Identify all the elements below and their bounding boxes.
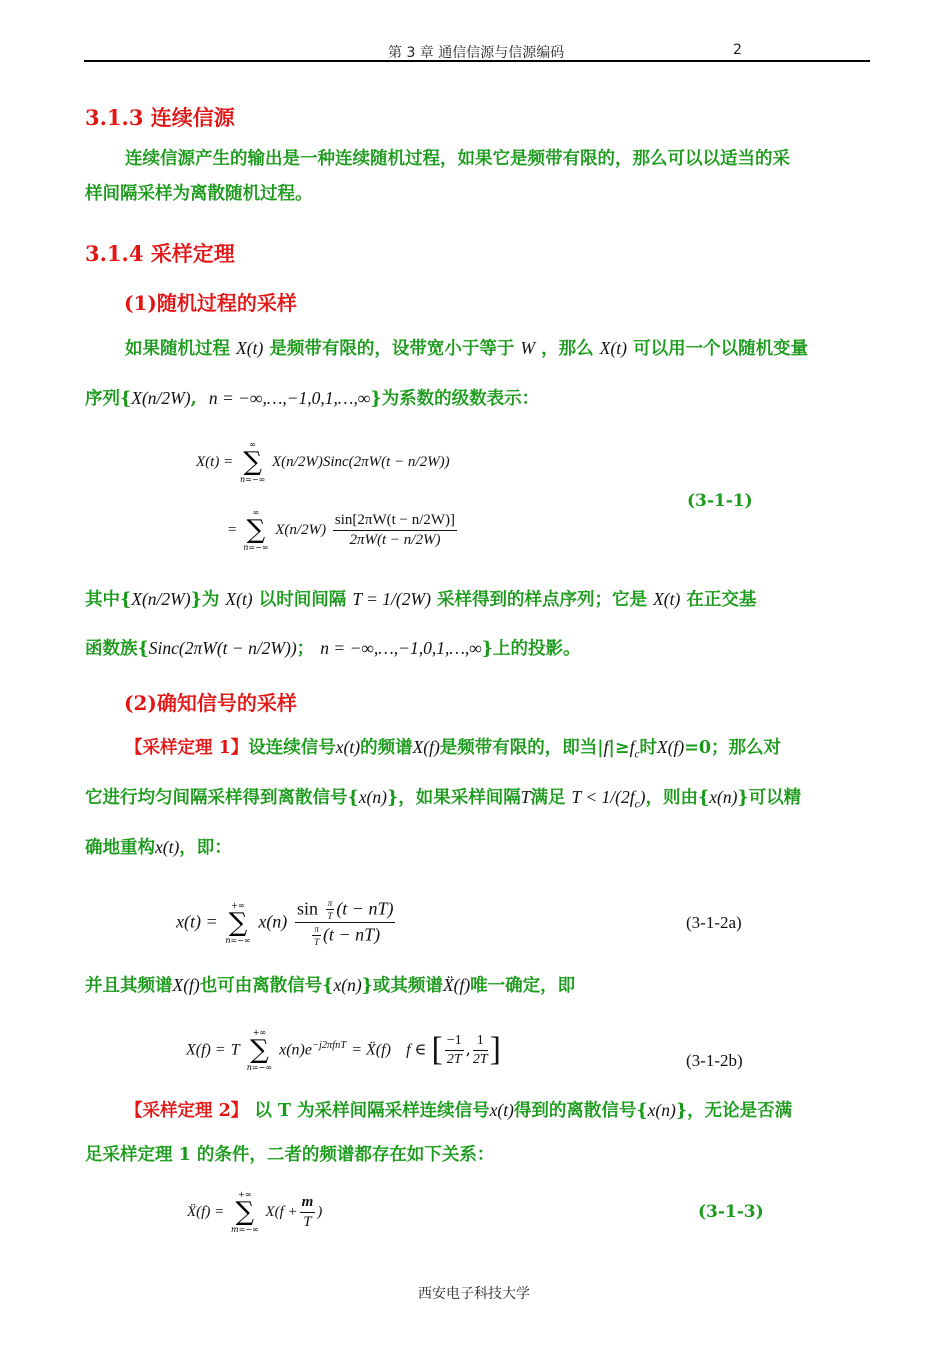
- sum-lower: n=−∞: [225, 935, 251, 945]
- subsection-heading-deterministic-sampling: (2)确知信号的采样: [124, 691, 297, 715]
- equation-number-3-1-3: (3-1-3): [698, 1202, 764, 1222]
- frac-numerator: −1: [445, 1033, 464, 1051]
- section-heading-3-1-4: 3.1.4 采样定理: [85, 241, 235, 266]
- theorem1-label: 【采样定理 1】: [125, 738, 249, 758]
- text-segment: }为: [190, 590, 220, 610]
- footer-institution: 西安电子科技大学: [418, 1286, 530, 1302]
- section-heading-3-1-3: 3.1.3 连续信源: [85, 105, 235, 130]
- theorem1-line3: [85, 837, 232, 858]
- summation-symbol: +∞ ∑ n=−∞: [246, 1028, 272, 1072]
- running-header-chapter: 第 3 章 通信信源与信源编码: [388, 45, 565, 61]
- paragraph-sample-sequence-line1: [85, 589, 756, 610]
- math-Xddot: Ẍ(f): [442, 975, 471, 995]
- pi-over-T: [326, 898, 335, 921]
- text-segment: ，即：: [179, 838, 232, 858]
- summation-symbol: ∞ ∑ n=−∞: [243, 508, 269, 552]
- equation-3-1-2a: [176, 898, 397, 947]
- text-segment: 以时间间隔: [258, 590, 347, 610]
- eq-rhs: = Ẍ(f): [351, 1041, 391, 1059]
- theorem2-label: 【采样定理 2】: [125, 1101, 249, 1121]
- eq-term: x(n): [258, 911, 288, 932]
- text-segment: }或其频谱: [361, 976, 443, 996]
- fraction: [473, 1033, 488, 1068]
- fraction: [445, 1033, 464, 1068]
- text-segment: 可以用一个以随机变量: [633, 339, 809, 359]
- text-segment: }上的投影。: [481, 639, 581, 659]
- text-segment: 得到的离散信号{: [513, 1101, 648, 1121]
- theorem1-line1: [125, 737, 781, 765]
- math-xn: x(n): [647, 1100, 676, 1120]
- text-segment: }可以精: [737, 788, 802, 808]
- text-segment: 也可由离散信号{: [199, 976, 334, 996]
- text-segment: 唯一确定，即: [470, 976, 576, 996]
- theorem2-line1: [125, 1100, 792, 1121]
- frac-denominator: T: [303, 1213, 312, 1230]
- subsection-heading-random-process-sampling: (1)随机过程的采样: [124, 291, 297, 315]
- frac-numerator: m: [300, 1194, 316, 1213]
- summation-symbol: ∞ ∑ n=−∞: [239, 440, 266, 484]
- text-segment: 采样得到的样点序列；它是: [437, 590, 647, 610]
- math-fc-sub: c: [634, 798, 640, 811]
- paragraph-random-process-line1: [125, 338, 808, 359]
- fraction: [295, 898, 395, 947]
- math-Xt: X(t): [653, 589, 681, 609]
- equation-3-1-3: [187, 1190, 322, 1234]
- paragraph-continuous-source-line2: 样间隔采样为离散随机过程。: [85, 184, 313, 204]
- math-Xt: X(t): [236, 338, 264, 358]
- text-segment: }，如果采样间隔: [386, 788, 521, 808]
- text-segment: }为系数的级数表示：: [370, 389, 540, 409]
- paragraph-continuous-source-line1: 连续信源产生的输出是一种连续随机过程，如果它是频带有限的，那么可以以适当的采: [125, 149, 790, 169]
- math-xn: x(n): [709, 787, 738, 807]
- text-segment: 其中{: [85, 590, 132, 610]
- eq-lhs: Ẍ(f) =: [187, 1204, 225, 1220]
- sum-upper: ∞: [249, 440, 256, 449]
- theorem2-line2: 足采样定理 1 的条件，二者的频谱都存在如下关系：: [85, 1145, 495, 1165]
- fraction: [300, 1194, 316, 1231]
- sum-upper: +∞: [231, 900, 245, 910]
- math-T-def: T = 1/(2W): [352, 589, 431, 609]
- math-sinc-basis: Sinc(2πW(t − n/2W)): [148, 638, 297, 658]
- equation-number-3-1-2a: (3-1-2a): [686, 913, 742, 932]
- math-Xt: X(t): [225, 589, 253, 609]
- text-segment: 的频谱: [360, 738, 413, 758]
- text-segment: 确地重构: [85, 838, 155, 858]
- den-tail: (t − nT): [322, 924, 381, 945]
- equation-3-1-1-line1: [196, 440, 450, 484]
- text-segment: 时: [639, 738, 657, 758]
- math-sequence: X(n/2W): [131, 388, 191, 408]
- text-segment: 它进行均匀间隔采样得到离散信号{: [85, 788, 359, 808]
- eq-equals: =: [228, 522, 237, 538]
- text-segment: 并且其频谱: [85, 976, 173, 996]
- sum-lower: m=−∞: [230, 1225, 259, 1234]
- header-rule: [84, 60, 870, 62]
- text-segment: 如果随机过程: [125, 339, 230, 359]
- text-segment: 是频带有限的，即当|: [439, 738, 604, 758]
- math-Xf: X(f): [657, 737, 685, 757]
- sum-lower: n=−∞: [246, 1063, 272, 1072]
- num-tail: (t − nT): [336, 898, 394, 919]
- summation-symbol: +∞ ∑ n=−∞: [225, 900, 251, 945]
- eq-close: ): [317, 1204, 323, 1220]
- equation-number-3-1-2b: (3-1-2b): [686, 1051, 743, 1070]
- eq-body: x(n)e: [279, 1041, 312, 1059]
- paragraph-random-process-line2: 序列{X(n/2W), n = −∞,…,−1,0,1,…,∞}为系数的级数表示：: [85, 388, 540, 409]
- sum-lower: n=−∞: [243, 543, 269, 552]
- pi: π: [327, 898, 333, 908]
- math-Xt: X(t): [599, 338, 627, 358]
- eq-lhs: x(t) =: [176, 911, 218, 932]
- equation-3-1-2b: X(f) = T +∞ ∑ n=−∞ $x(n)e^{-j2\pi fnT}$ = Ẍ(f) f ∈ [ $\frac{-1}{2T}$ , $\frac{1}{2T}$ ]: [186, 1028, 501, 1072]
- sum-upper: +∞: [252, 1028, 267, 1037]
- math-W: W: [520, 338, 536, 358]
- math-sequence: X(n/2W): [131, 589, 191, 609]
- frac-denominator: 2T: [446, 1051, 462, 1067]
- paragraph-spectrum-unique: [85, 975, 575, 996]
- math-fc: f: [629, 737, 635, 757]
- text-segment: =0；那么对: [684, 738, 782, 758]
- text-segment: 设连续信号: [248, 738, 336, 758]
- text-segment: 是频带有限的，设带宽小于等于: [269, 339, 515, 359]
- text-segment: |≥: [608, 738, 630, 758]
- text-segment: 在正交基: [686, 590, 757, 610]
- math-n-range: n = −∞,…,−1,0,1,…,∞: [320, 638, 482, 658]
- T: T: [314, 937, 320, 947]
- fraction: [333, 512, 457, 549]
- pi: π: [314, 924, 319, 934]
- frac-denominator: 2T: [472, 1051, 488, 1067]
- math-Xf: X(f): [412, 737, 440, 757]
- math-xt: x(t): [155, 837, 180, 857]
- text-segment: 以 T 为采样间隔采样连续信号: [248, 1101, 490, 1121]
- eq-exponent: −j2πfnT: [311, 1040, 347, 1052]
- equation-number-3-1-1: (3-1-1): [687, 491, 753, 511]
- theorem1-line2: [85, 787, 801, 815]
- text-segment: ，那么: [541, 339, 594, 359]
- text-segment: 满足: [530, 788, 566, 808]
- math-T: T: [520, 787, 531, 807]
- T: T: [327, 911, 333, 921]
- sum-lower: n=−∞: [239, 475, 266, 484]
- math-fc-sub: c: [634, 748, 640, 761]
- equation-3-1-1-line2: [228, 508, 459, 552]
- frac-denominator: 2πW(t − n/2W): [349, 531, 441, 548]
- frac-numerator: sin[2πW(t − n/2W)]: [333, 512, 457, 531]
- running-header-page-number: 2: [733, 42, 742, 58]
- math-n-range: n = −∞,…,−1,0,1,…,∞: [208, 388, 371, 408]
- eq-domain: f ∈: [406, 1041, 427, 1059]
- math-T-condition: T < 1/(2f: [571, 787, 635, 807]
- math-xn: x(n): [333, 975, 362, 995]
- math-xn: x(n): [358, 787, 387, 807]
- sum-upper: ∞: [252, 508, 260, 517]
- text-segment: 函数族{: [85, 639, 149, 659]
- eq-term: X(n/2W)Sinc(2πW(t − n/2W)): [272, 454, 450, 470]
- paragraph-sample-sequence-line2: 函数族{Sinc(2πW(t − n/2W))； n = −∞,…,−1,0,1,…,∞}上的投影。: [85, 638, 581, 659]
- text-segment: 序列{: [85, 389, 132, 409]
- eq-T: T: [230, 1041, 240, 1059]
- frac-numerator: 1: [473, 1033, 488, 1051]
- math-xt: x(t): [335, 737, 361, 757]
- pi-over-T: [312, 924, 321, 947]
- eq-lhs: X(t) =: [196, 454, 234, 470]
- math-xt: x(t): [489, 1100, 514, 1120]
- text-segment: }，无论是否满: [675, 1101, 793, 1121]
- eq-term: X(n/2W): [275, 522, 327, 538]
- math-Xf: X(f): [172, 975, 200, 995]
- sin-text: sin: [297, 898, 319, 919]
- eq-body: X(f +: [265, 1204, 298, 1220]
- text-segment: ，则由{: [645, 788, 710, 808]
- summation-symbol: +∞ ∑ m=−∞: [230, 1190, 259, 1234]
- math-f: f: [603, 737, 609, 757]
- math-T-condition-end: ): [639, 787, 646, 807]
- eq-lhs: X(f) =: [186, 1041, 226, 1059]
- sum-upper: +∞: [238, 1190, 252, 1199]
